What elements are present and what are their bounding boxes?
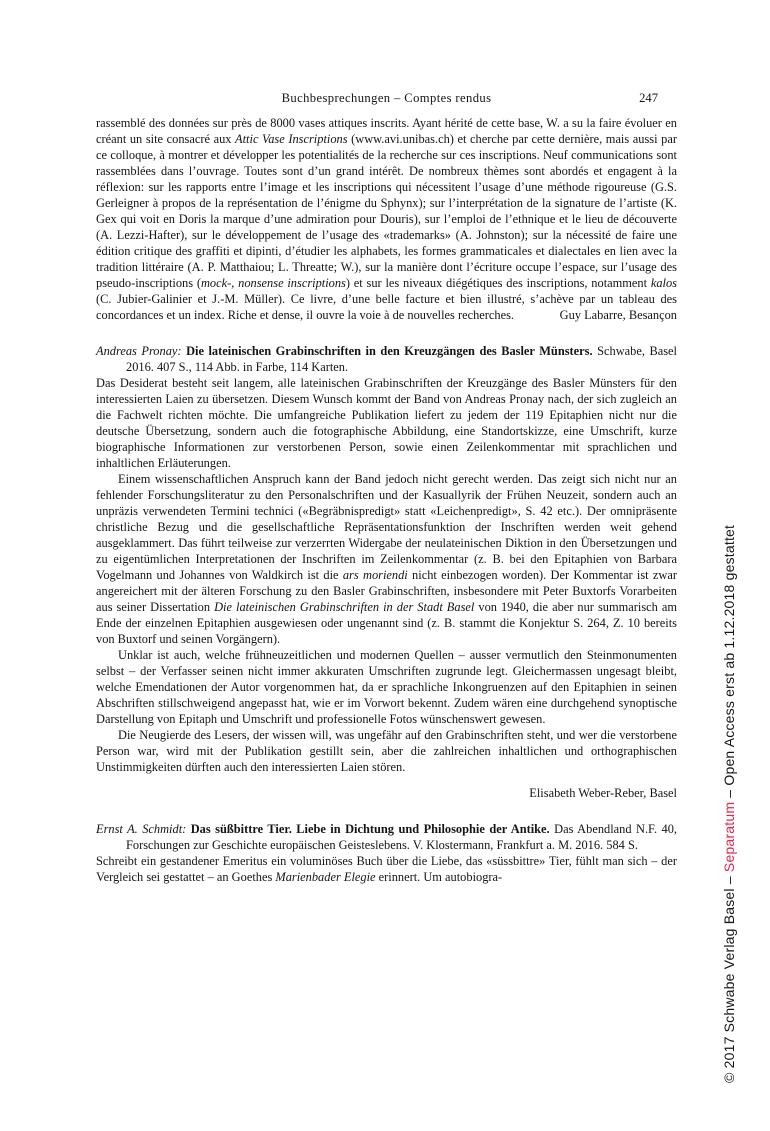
text-run: Unklar ist auch, welche frühneuzeitlichen und modernen Quellen – ausser vermutlich den Steinmonumenten selbst – der Verfasser seinen nicht immer akkuraten Umschriften zugrunde legt. Gleichermassen ungesagt bleibt, welche Emendationen der Autor vorgenommen hat, da er sprachliche Inkongruenzen auf den Epitaphien in seinen Abschriften stillschweigend angepasst hat, wie er im Vorwort bekennt. Zudem wären eine durchgehend synoptische Darstellung von Epitaph und Umschrift und professionelle Fotos wünschenswert gewesen.: [96, 648, 677, 726]
text-run: von 1940, die aber nur summarisch am Ende der einzelnen Epitaphien ausgewiesen oder ungenannt sind (z. B. stammt die Konjektur S. 264, Z. 10 bereits von Buxtorf und seinen Vorgängern).: [96, 600, 678, 646]
text-run: rassemblé des données sur près de 8000 vases attiques inscrits. Ayant hérité de cette base, W. a su la faire évoluer en créant un site consacré aux: [96, 116, 677, 146]
text-run: Einem wissenschaftlichen Anspruch kann der Band jedoch nicht gerecht werden. Das zeigt sich nicht nur an fehlender Forschungsliteratur zu den Personalschriften und der Kasuallyrik der Frühen Neuzeit, sondern auch an unpräzis verwendeten Termini technici («Begräbnispredigt» statt «Leichenpredigt», S. 42 etc.). Der omnipräsente christliche Bezug und die gesellschaftliche Repräsentationsfunktion der Inschriften werden weit gehend ausgeklammert. Das führt teilweise zur verzerrten Widergabe der neulateinischen Diktion in den Übersetzungen und zu eigentümlichen Interpretationen der Inschriften im Zeilenkommentar (z. B. bei den Epitaphien von Barbara Vogelmann und Johannes von Waldkirch ist die: [96, 472, 677, 582]
sidebar-imprint-suffix: – Open Access erst ab 1.12.2018 gestattet: [721, 524, 737, 802]
review-2-heading: [96, 343, 677, 375]
review-2-para-2: [96, 471, 677, 647]
page-number: 247: [639, 91, 658, 105]
running-head-title: Buchbesprechungen – Comptes rendus: [281, 91, 492, 105]
running-head: [96, 90, 677, 106]
text-run: erinnert. Um autobiogra-: [375, 870, 503, 884]
review-2-para-4: [96, 727, 677, 775]
content-area: [96, 115, 677, 885]
text-column: [96, 90, 677, 885]
text-run: mock-, nonsense inscriptions: [200, 276, 346, 290]
review-3-para-1: [96, 853, 677, 885]
text-run: (C. Jubier-Galinier et J.-M. Müller). Ce livre, d’une belle facture et bien illustré, s’achève par un tableau des concordances et un index. Riche et dense, il ouvre la voie à de nouvelles recherches.: [96, 292, 677, 322]
sidebar-separatum: Separatum: [721, 801, 737, 873]
text-run: Das Desiderat besteht seit langem, alle lateinischen Grabinschriften der Kreuzgänge des Basler Münsters für den interessierten Laien zu übersetzen. Diesem Wunsch kommt der Band von Andreas Pronay nach, der sich zugleich an die Fachwelt richten möchte. Die umfangreiche Publikation liefert zu jedem der 119 Epitaphien nicht nur die deutsche Übersetzung, sondern auch die fotographische Abbildung, eine Standortskizze, eine Umschrift, kurze biographische Informationen zur verstorbenen Person, sowie einen Zeilenkommentar mit sprachlichen und inhaltlichen Erläuterungen.: [96, 376, 677, 470]
text-run: Schreibt ein gestandener Emeritus ein voluminöses Buch über die Liebe, das «süssbittre» Tier, fühlt man sich – der Vergleich sei gestattet – an Goethes: [96, 854, 677, 884]
sidebar-imprint: [720, 483, 738, 1083]
text-run: ) et sur les niveaux diégétiques des inscriptions, notamment: [345, 276, 651, 290]
text-run: Andreas Pronay:: [96, 344, 187, 358]
review-2-signature: [96, 785, 677, 801]
text-run: Ernst A. Schmidt:: [96, 822, 191, 836]
review-1-body: [96, 115, 677, 323]
text-run: Die lateinischen Grabinschriften in den Kreuzgängen des Basler Münsters.: [186, 344, 598, 358]
text-run: Die lateinischen Grabinschriften in der Stadt Basel: [214, 600, 475, 614]
text-run: nicht einbezogen worden). Der Kommentar ist zwar angereichert mit der älteren Forschung zu den Basler Grabinschriften, insbesondere mit Peter Buxtorfs Vorarbeiten aus seiner Dissertation: [96, 568, 677, 614]
text-run: (www.avi.unibas.ch) et cherche par cette dernière, mais aussi par ce colloque, à montrer et développer les potentialités de la recherche sur ces inscriptions. Neuf communications sont rassemblées dans l’ouvrage. Toutes sont d’un grand intérêt. De nombreux thèmes sont abordés et engagent à la réflexion: sur les rapports entre l’image et les inscriptions qui nécessitent l’usage d’une méthode rigoureuse (G.S. Gerleigner à propos de la représentation de l’énigme du Sphynx); sur l’interprétation de la signature de l’artiste (K. Gex qui voit en Doris la marque d’une admiration pour Douris), sur l’emploi de l’ethnique et le lieu de découverte (A. Lezzi-Hafter), sur le développement de l’usage des «trademarks» (A. Johnston); sur la nécessité de faire une édition critique des graffiti et dipinti, d’étudier les alphabets, les formes grammaticales et dialectales en lien avec la tradition littéraire (A. P. Matthaiou; L. Threatte; W.), sur la manière dont l’écriture occupe l’espace, sur l’usage des pseudo-inscriptions (: [96, 132, 677, 290]
text-run: Marienbader Elegie: [275, 870, 376, 884]
text-run: kalos: [650, 276, 677, 290]
text-run: Schwabe, Basel 2016. 407 S., 114 Abb. in Farbe, 114 Karten.: [126, 344, 677, 374]
text-run: Attic Vase Inscriptions: [235, 132, 348, 146]
text-run: Das süßbittre Tier. Liebe in Dichtung und Philosophie der Antike.: [190, 822, 555, 836]
text-run: Das Abendland N.F. 40, Forschungen zur Geschichte europäischen Geisteslebens. V. Klostermann, Frankfurt a. M. 2016. 584 S.: [126, 822, 677, 852]
review-3-heading: [96, 821, 677, 853]
reviewer-signature: Guy Labarre, Besançon: [559, 308, 677, 322]
review-2-para-3: [96, 647, 677, 727]
sidebar-imprint-prefix: © 2017 Schwabe Verlag Basel –: [721, 872, 737, 1083]
text-run: Elisabeth Weber-Reber, Basel: [529, 786, 677, 800]
text-run: Die Neugierde des Lesers, der wissen will, was ungefähr auf den Grabinschriften steht, und wer die verstorbene Person war, wird mit der Publikation gestillt sein, aber die zahlreichen inhaltlichen und orthographischen Unstimmigkeiten dürften auch den interessierten Laien stören.: [96, 728, 677, 774]
review-2-para-1: [96, 375, 677, 471]
text-run: ars moriendi: [342, 568, 408, 582]
